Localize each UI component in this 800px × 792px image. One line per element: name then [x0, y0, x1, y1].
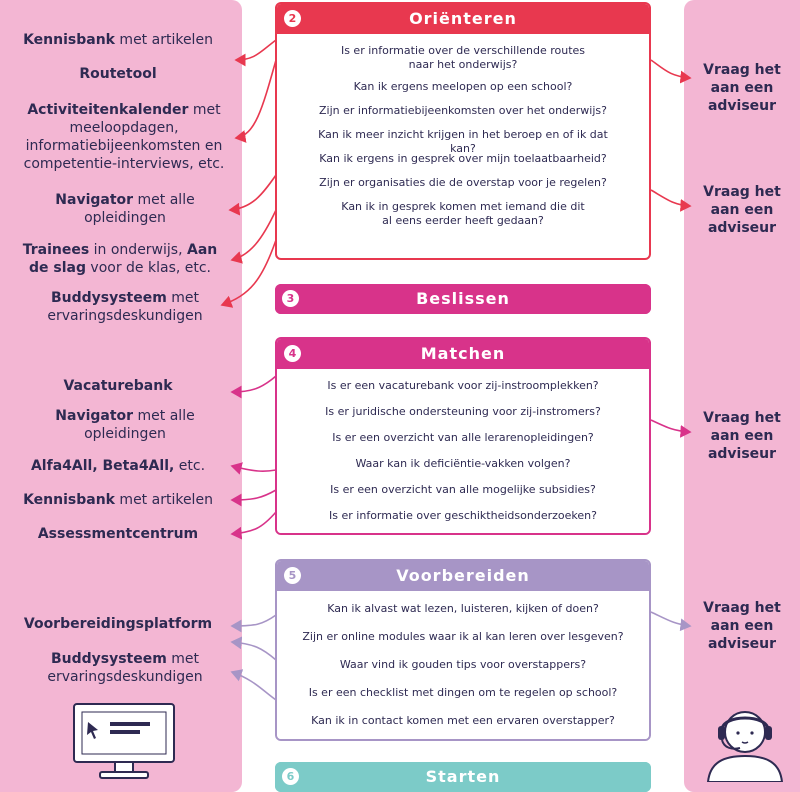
- phase-beslissen: [275, 284, 651, 314]
- question-item: Is er informatie over geschiktheidsonderzoeken?: [329, 509, 597, 522]
- resource-name: Kennisbank: [23, 492, 115, 508]
- question-item: Kan ik ergens meelopen op een school?: [353, 80, 573, 93]
- phase-number-badge: 6: [282, 768, 299, 785]
- phase-voorbereiden: [275, 559, 651, 741]
- resource-name: Buddysysteem: [50, 290, 167, 306]
- resource-name: Routetool: [79, 66, 157, 82]
- resource-desc: met artikelen: [114, 32, 213, 48]
- resource-alfa4all: [6, 457, 230, 475]
- resource-name: Trainees: [22, 242, 90, 258]
- phase-title: Oriënteren: [409, 9, 517, 28]
- phase-header: [277, 561, 649, 591]
- question-item: Zijn er organisaties die de overstap voor je regelen?: [319, 176, 607, 189]
- resource-navigator: [40, 191, 210, 227]
- phase-orienteren: [275, 2, 651, 260]
- question-item: Kan ik ergens in gesprek over mijn toelaatbaarheid?: [319, 152, 607, 165]
- resource-name: Activiteitenkalender: [27, 102, 189, 118]
- phase-number-badge: 5: [284, 567, 301, 584]
- resource-desc: in onderwijs,: [89, 242, 187, 258]
- question-item: Waar vind ik gouden tips voor overstappers?: [339, 658, 587, 671]
- resource-kennisbank: [6, 31, 230, 49]
- question-item: Zijn er online modules waar ik al kan leren over lesgeven?: [302, 630, 624, 643]
- resource-desc: met meeloopdagen, informatiebijeenkomsten en competentie-interviews, etc.: [23, 102, 225, 172]
- resource-name: Navigator: [55, 192, 134, 208]
- resource-name: Navigator: [55, 408, 134, 424]
- resource-buddysysteem: [40, 289, 210, 325]
- phase-number-badge: 2: [284, 10, 301, 27]
- phase-header: [275, 762, 651, 792]
- phase-title: Matchen: [420, 344, 506, 363]
- resource-desc: met alle opleidingen: [84, 192, 195, 226]
- resource-trainees: [14, 241, 226, 277]
- phase-header: [275, 284, 651, 314]
- question-item: Is er informatie over de verschillende routes naar het onderwijs?: [340, 44, 586, 71]
- resource-name: Assessmentcentrum: [37, 526, 199, 542]
- advisor-label: Vraag het aan een adviseur: [703, 184, 781, 236]
- computer-icon: [70, 700, 180, 782]
- phase-title: Starten: [425, 767, 501, 786]
- question-item: Kan ik meer inzicht krijgen in het beroep en of ik dat kan?: [318, 128, 608, 155]
- resource-voorbereidingsplatform: [6, 615, 230, 633]
- resource-buddysysteem-2: [40, 650, 210, 686]
- resource-desc: etc.: [174, 458, 206, 474]
- resource-activiteitenkalender: [18, 101, 230, 173]
- resource-desc: met artikelen: [114, 492, 213, 508]
- question-item: Is er een checklist met dingen om te regelen op school?: [308, 686, 618, 699]
- question-item: Kan ik alvast wat lezen, luisteren, kijken of doen?: [327, 602, 599, 615]
- question-item: Kan ik in contact komen met een ervaren overstapper?: [311, 714, 615, 727]
- resource-desc: met alle opleidingen: [84, 408, 195, 442]
- question-item: Is er een overzicht van alle lerarenopleidingen?: [332, 431, 594, 444]
- resource-routetool: [6, 65, 230, 83]
- question-list: [277, 591, 649, 741]
- resource-kennisbank-2: [6, 491, 230, 509]
- resource-name: Buddysysteem: [50, 651, 167, 667]
- resource-name: Kennisbank: [23, 32, 115, 48]
- resource-desc: met ervaringsdeskundigen: [47, 651, 203, 685]
- advisor-label: Vraag het aan een adviseur: [703, 410, 781, 462]
- phase-header: [277, 339, 649, 369]
- resource-vacaturebank: [6, 377, 230, 395]
- question-item: Is er een overzicht van alle mogelijke subsidies?: [330, 483, 596, 496]
- resource-desc: met ervaringsdeskundigen: [47, 290, 203, 324]
- question-item: Is er een vacaturebank voor zij-instroomplekken?: [327, 379, 599, 392]
- phase-title: Voorbereiden: [396, 566, 530, 585]
- question-item: Waar kan ik deficiëntie-vakken volgen?: [355, 457, 571, 470]
- phase-header: [277, 4, 649, 34]
- phase-matchen: [275, 337, 651, 535]
- question-item: Is er juridische ondersteuning voor zij-instromers?: [325, 405, 601, 418]
- question-list: [277, 34, 649, 234]
- resource-name: Alfa4All, Beta4All,: [30, 458, 175, 474]
- advisor-headset-icon: [700, 700, 790, 782]
- resource-name-2: Aan de slag: [28, 242, 218, 276]
- resource-desc-2: voor de klas, etc.: [85, 260, 212, 276]
- advisor-label: Vraag het aan een adviseur: [703, 600, 781, 652]
- question-item: Kan ik in gesprek komen met iemand die dit al eens eerder heeft gedaan?: [341, 200, 585, 227]
- resource-name: Voorbereidingsplatform: [23, 616, 213, 632]
- phase-title: Beslissen: [416, 289, 510, 308]
- question-item: Zijn er informatiebijeenkomsten over het onderwijs?: [319, 104, 607, 117]
- phase-number-badge: 4: [284, 345, 301, 362]
- resource-assessmentcentrum: [6, 525, 230, 543]
- phase-number-badge: 3: [282, 290, 299, 307]
- question-list: [277, 369, 649, 535]
- advisor-label: Vraag het aan een adviseur: [703, 62, 781, 114]
- resource-name: Vacaturebank: [63, 378, 173, 394]
- resource-navigator-2: [40, 407, 210, 443]
- phase-starten: [275, 762, 651, 792]
